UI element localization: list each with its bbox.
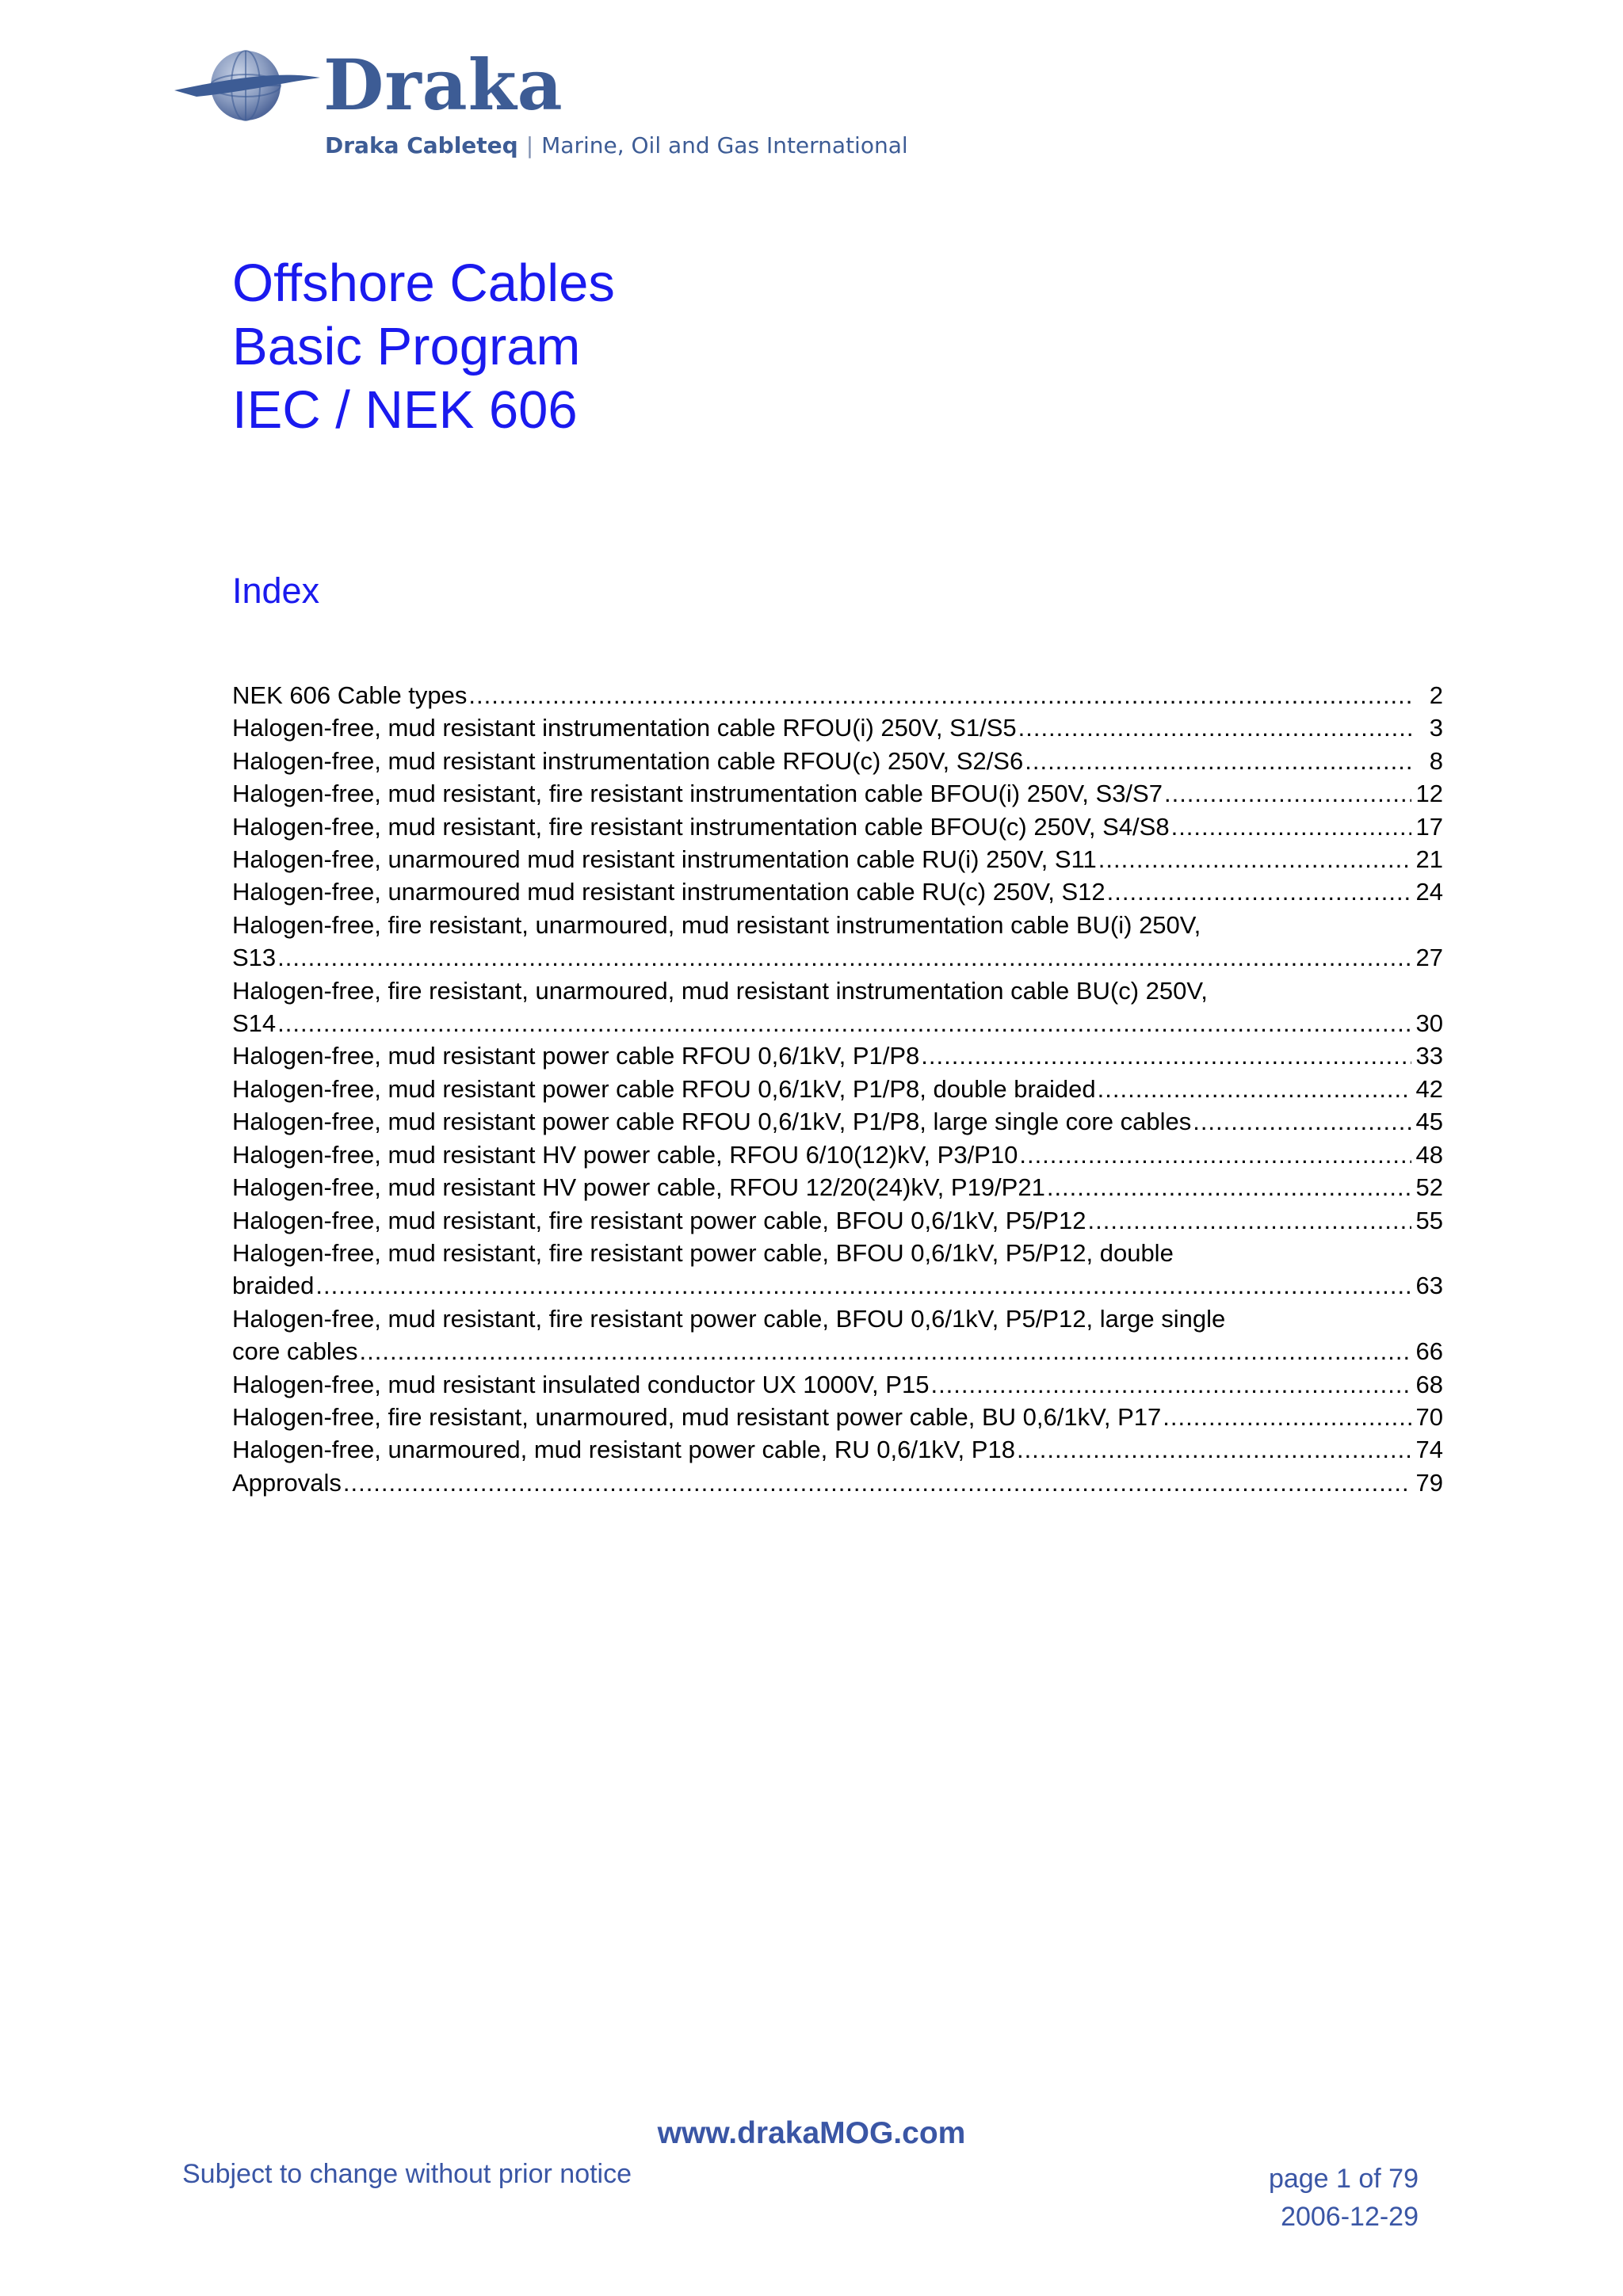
toc-leader-dots — [343, 1466, 1411, 1499]
toc-entry-title: Halogen-free, mud resistant, fire resistant instrumentation cable BFOU(c) 250V, S4/S8 — [232, 812, 1170, 841]
toc-entry-title: Halogen-free, mud resistant, fire resistant power cable, BFOU 0,6/1kV, P5/P12 — [232, 1206, 1086, 1234]
toc-entry-title: Halogen-free, mud resistant HV power cable, RFOU 6/10(12)kV, P3/P10 — [232, 1140, 1018, 1169]
toc-entry-line — [232, 1105, 1443, 1138]
toc-entry-title: Halogen-free, mud resistant power cable RFOU 0,6/1kV, P1/P8, double braided — [232, 1074, 1096, 1103]
toc-page-number: 42 — [1415, 1074, 1443, 1103]
toc-entry-title-line: Halogen-free, fire resistant, unarmoured, mud resistant instrumentation cable BU(c) 250V, — [232, 976, 1208, 1005]
toc-entry-title: Halogen-free, mud resistant instrumentation cable RFOU(c) 250V, S2/S6 — [232, 746, 1024, 775]
toc-entry[interactable] — [232, 843, 1443, 875]
toc-entry[interactable] — [232, 1401, 1443, 1433]
footer-notice: Subject to change without prior notice — [182, 2159, 632, 2189]
toc-entry[interactable] — [232, 679, 1443, 711]
toc-entry-line — [232, 875, 1443, 908]
toc-entry[interactable] — [232, 875, 1443, 908]
tagline-brand: Draka Cableteq — [325, 132, 518, 158]
toc-entry-line — [232, 941, 1443, 974]
title-line-2: Basic Program — [232, 317, 581, 376]
toc-page-number: 17 — [1415, 812, 1443, 841]
toc-page-number: 63 — [1415, 1272, 1443, 1300]
document-date: 2006-12-29 — [1281, 2202, 1419, 2232]
toc-leader-dots — [1171, 810, 1411, 843]
toc-entry-line — [232, 745, 1443, 777]
toc-entry-line — [232, 1368, 1443, 1401]
toc-leader-dots — [1019, 1138, 1411, 1171]
toc-leader-dots — [360, 1335, 1411, 1367]
toc-leader-dots — [277, 941, 1411, 974]
toc-page-number: 2 — [1429, 681, 1443, 709]
toc-entry[interactable] — [232, 810, 1443, 843]
toc-leader-dots — [1047, 1171, 1411, 1203]
toc-entry-title: NEK 606 Cable types — [232, 681, 468, 709]
title-line-3: IEC / NEK 606 — [232, 380, 578, 440]
toc-page-number: 52 — [1415, 1173, 1443, 1202]
toc-entry[interactable] — [232, 1237, 1443, 1302]
toc-entry-line — [232, 777, 1443, 810]
toc-entry-title: Halogen-free, mud resistant instrumentation cable RFOU(i) 250V, S1/S5 — [232, 714, 1017, 742]
toc-leader-dots — [1164, 777, 1411, 810]
toc-entry-line — [232, 1138, 1443, 1171]
toc-page-number: 21 — [1415, 845, 1443, 874]
toc-entry-title: Halogen-free, unarmoured, mud resistant power cable, RU 0,6/1kV, P18 — [232, 1436, 1015, 1464]
toc-entry[interactable] — [232, 1138, 1443, 1171]
toc-entry-title: Halogen-free, mud resistant power cable RFOU 0,6/1kV, P1/P8, large single core cables — [232, 1108, 1192, 1136]
title-line-1: Offshore Cables — [232, 254, 615, 313]
toc-leader-dots — [1098, 843, 1411, 875]
toc-entry[interactable] — [232, 1204, 1443, 1237]
toc-entry-title: Halogen-free, fire resistant, unarmoured, mud resistant power cable, BU 0,6/1kV, P17 — [232, 1402, 1162, 1431]
toc-entry-title: core cables — [232, 1337, 358, 1366]
logo-tagline — [325, 130, 908, 162]
toc-entry-title: Halogen-free, mud resistant, fire resistant instrumentation cable BFOU(i) 250V, S3/S7 — [232, 780, 1163, 808]
toc-leader-dots — [921, 1039, 1411, 1072]
toc-entry-line — [232, 1007, 1443, 1039]
toc-entry-title: S14 — [232, 1009, 277, 1038]
toc-entry[interactable] — [232, 1073, 1443, 1105]
toc-leader-dots — [1018, 711, 1411, 744]
toc-entry-title: Halogen-free, unarmoured mud resistant instrumentation cable RU(i) 250V, S11 — [232, 845, 1097, 874]
toc-entry[interactable] — [232, 711, 1443, 744]
tagline-division: Marine, Oil and Gas International — [541, 132, 908, 158]
footer-url-link[interactable]: www.drakaMOG.com — [657, 2116, 966, 2150]
toc-entry-line — [232, 843, 1443, 875]
toc-entry-line — [232, 1073, 1443, 1105]
toc-entry-line — [232, 1171, 1443, 1203]
logo-wordmark: Draka — [323, 44, 563, 126]
footer-page-info — [1269, 2160, 1419, 2236]
toc-entry[interactable] — [232, 1105, 1443, 1138]
toc-entry[interactable] — [232, 1039, 1443, 1072]
toc-page-number: 8 — [1429, 746, 1443, 775]
toc-page-number: 70 — [1415, 1402, 1443, 1431]
company-logo — [173, 41, 934, 168]
toc-entry-line — [232, 1269, 1443, 1302]
toc-entry[interactable] — [232, 1368, 1443, 1401]
toc-page-number: 12 — [1415, 780, 1443, 808]
toc-entry[interactable] — [232, 1171, 1443, 1203]
toc-entry[interactable] — [232, 1433, 1443, 1466]
toc-leader-dots — [1193, 1105, 1411, 1138]
toc-page-number: 74 — [1415, 1436, 1443, 1464]
toc-entry-line — [232, 711, 1443, 744]
toc-leader-dots — [1107, 875, 1411, 908]
toc-page-number: 66 — [1415, 1337, 1443, 1366]
toc-entry-title-line: Halogen-free, mud resistant, fire resistant power cable, BFOU 0,6/1kV, P5/P12, double — [232, 1238, 1174, 1267]
toc-leader-dots — [1025, 745, 1411, 777]
toc-entry[interactable] — [232, 1466, 1443, 1499]
toc-leader-dots — [1017, 1433, 1411, 1466]
toc-page-number: 48 — [1415, 1140, 1443, 1169]
toc-leader-dots — [1098, 1073, 1411, 1105]
toc-page-number: 30 — [1415, 1009, 1443, 1038]
toc-entry-title: S13 — [232, 944, 277, 972]
page-number: page 1 of 79 — [1268, 2164, 1419, 2194]
toc-entry[interactable] — [232, 909, 1443, 974]
toc-entry[interactable] — [232, 777, 1443, 810]
toc-entry-title: Halogen-free, unarmoured mud resistant instrumentation cable RU(c) 250V, S12 — [232, 878, 1106, 906]
toc-entry-line — [232, 1433, 1443, 1466]
toc-entry-line — [232, 1466, 1443, 1499]
tagline-separator: | — [525, 132, 534, 158]
toc-leader-dots — [277, 1007, 1411, 1039]
toc-entry-line — [232, 679, 1443, 711]
toc-entry-title-line: Halogen-free, mud resistant, fire resistant power cable, BFOU 0,6/1kV, P5/P12, large single — [232, 1304, 1226, 1333]
toc-entry-title: Halogen-free, mud resistant HV power cable, RFOU 12/20(24)kV, P19/P21 — [232, 1173, 1045, 1202]
toc-leader-dots — [1163, 1401, 1411, 1433]
toc-page-number: 33 — [1415, 1042, 1443, 1070]
toc-leader-dots — [468, 679, 1411, 711]
toc-page-number: 3 — [1429, 714, 1443, 742]
globe-icon — [173, 46, 323, 128]
toc-entry[interactable] — [232, 974, 1443, 1040]
document-title — [232, 252, 615, 442]
table-of-contents — [232, 679, 1443, 1499]
toc-entry-line — [232, 1204, 1443, 1237]
toc-page-number: 68 — [1415, 1370, 1443, 1398]
toc-entry-line — [232, 810, 1443, 843]
toc-entry-title: Halogen-free, mud resistant power cable RFOU 0,6/1kV, P1/P8 — [232, 1042, 920, 1070]
toc-entry-title: Halogen-free, mud resistant insulated conductor UX 1000V, P15 — [232, 1370, 930, 1398]
toc-entry-line — [232, 1335, 1443, 1367]
toc-page-number: 24 — [1415, 878, 1443, 906]
toc-leader-dots — [315, 1269, 1411, 1302]
toc-entry-line — [232, 1039, 1443, 1072]
toc-leader-dots — [1088, 1204, 1412, 1237]
toc-page-number: 79 — [1415, 1468, 1443, 1497]
toc-entry-title-line: Halogen-free, fire resistant, unarmoured, mud resistant instrumentation cable BU(i) 250V, — [232, 910, 1201, 939]
toc-entry-title: Approvals — [232, 1468, 342, 1497]
toc-page-number: 45 — [1415, 1108, 1443, 1136]
toc-leader-dots — [930, 1368, 1411, 1401]
toc-page-number: 55 — [1415, 1206, 1443, 1234]
toc-entry[interactable] — [232, 745, 1443, 777]
toc-entry[interactable] — [232, 1302, 1443, 1368]
toc-page-number: 27 — [1415, 944, 1443, 972]
index-heading: Index — [232, 570, 320, 611]
toc-entry-title: braided — [232, 1272, 315, 1300]
toc-entry-line — [232, 1401, 1443, 1433]
